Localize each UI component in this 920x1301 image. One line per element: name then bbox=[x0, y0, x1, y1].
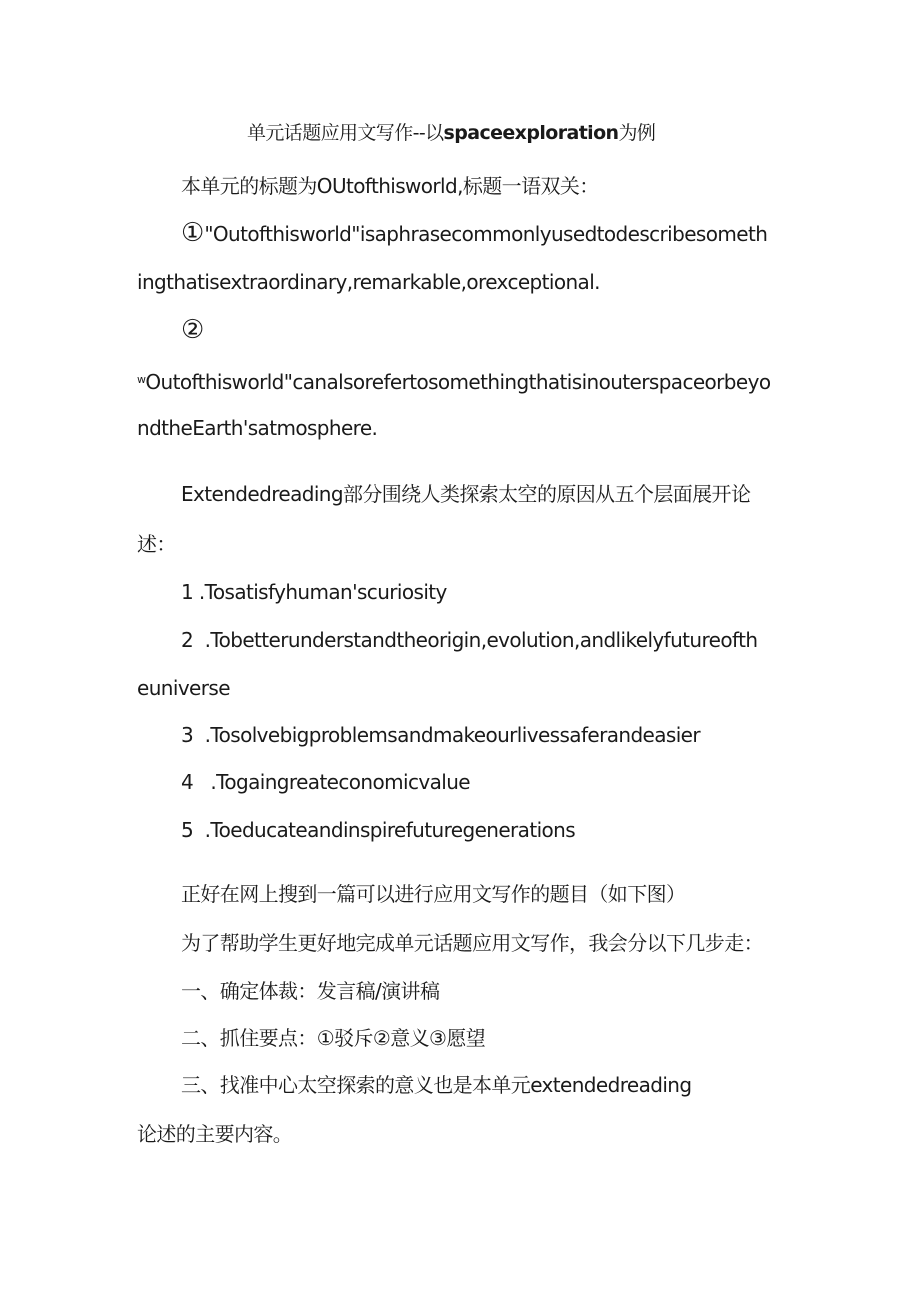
step-1: 一、确定体裁：发言稿/演讲稿 bbox=[181, 979, 440, 1003]
reason-5 bbox=[181, 816, 575, 844]
reason-text: .Tosatisfyhuman'scuriosity bbox=[198, 580, 447, 604]
reason-text: .Tobetterunderstandtheorigin,evolution,andlikelyfutureofth bbox=[204, 628, 758, 652]
title-prefix: 单元话题应用文写作--以 bbox=[247, 122, 444, 144]
meaning-2-marker-line bbox=[181, 316, 204, 345]
meaning-1-line-1 bbox=[181, 219, 767, 248]
reason-number: 1 bbox=[181, 580, 194, 604]
intro-paragraph: 本单元的标题为OUtofthisworld,标题一语双关： bbox=[181, 174, 599, 198]
reason-number: 3 bbox=[181, 723, 194, 747]
marker-2: ② bbox=[181, 315, 205, 345]
reason-4 bbox=[181, 768, 470, 796]
reason-1 bbox=[181, 578, 447, 606]
step-2: 二、抓住要点：①驳斥②意义③愿望 bbox=[181, 1026, 486, 1050]
reason-text: .Tosolvebigproblemsandmakeourlivessaferandeasier bbox=[204, 723, 701, 747]
reason-2 bbox=[181, 626, 757, 654]
extended-line-1: Extendedreading部分围绕人类探索太空的原因从五个层面展开论 bbox=[181, 482, 751, 506]
meaning-1-text: "Outofthisworld"isaphrasecommonlyusedtodescribesometh bbox=[204, 222, 768, 246]
meaning-2-line-2: ndtheEarth'satmosphere. bbox=[137, 416, 378, 440]
step-3-line-1: 三、找准中心太空探索的意义也是本单元extendedreading bbox=[181, 1073, 692, 1097]
extended-line-2: 述： bbox=[137, 532, 176, 556]
meaning-2-line-1 bbox=[137, 366, 770, 396]
reason-text: .Toeducateandinspirefuturegenerations bbox=[204, 818, 576, 842]
reason-3 bbox=[181, 721, 700, 749]
quote-glyph: w bbox=[137, 373, 146, 386]
meaning-2-text: Outofthisworld"canalsorefertosomethingthatisinouterspaceorbeyo bbox=[145, 370, 771, 394]
steps-intro: 为了帮助学生更好地完成单元话题应用文写作，我会分以下几步走： bbox=[181, 931, 763, 955]
marker-1: ① bbox=[181, 218, 205, 248]
step-3-line-2: 论述的主要内容。 bbox=[137, 1122, 293, 1146]
reason-2-continuation: euniverse bbox=[137, 676, 230, 700]
meaning-1-line-2: ingthatisextraordinary,remarkable,orexceptional. bbox=[137, 270, 600, 294]
title-suffix: 为例 bbox=[618, 122, 656, 144]
reason-number: 5 bbox=[181, 818, 194, 842]
reason-number: 2 bbox=[181, 628, 194, 652]
reason-number: 4 bbox=[181, 770, 194, 794]
reason-text: .Togaingreateconomicvalue bbox=[210, 770, 470, 794]
document-title bbox=[247, 119, 655, 147]
found-paragraph: 正好在网上搜到一篇可以进行应用文写作的题目（如下图） bbox=[181, 882, 686, 906]
title-bold: spaceexploration bbox=[443, 122, 619, 144]
